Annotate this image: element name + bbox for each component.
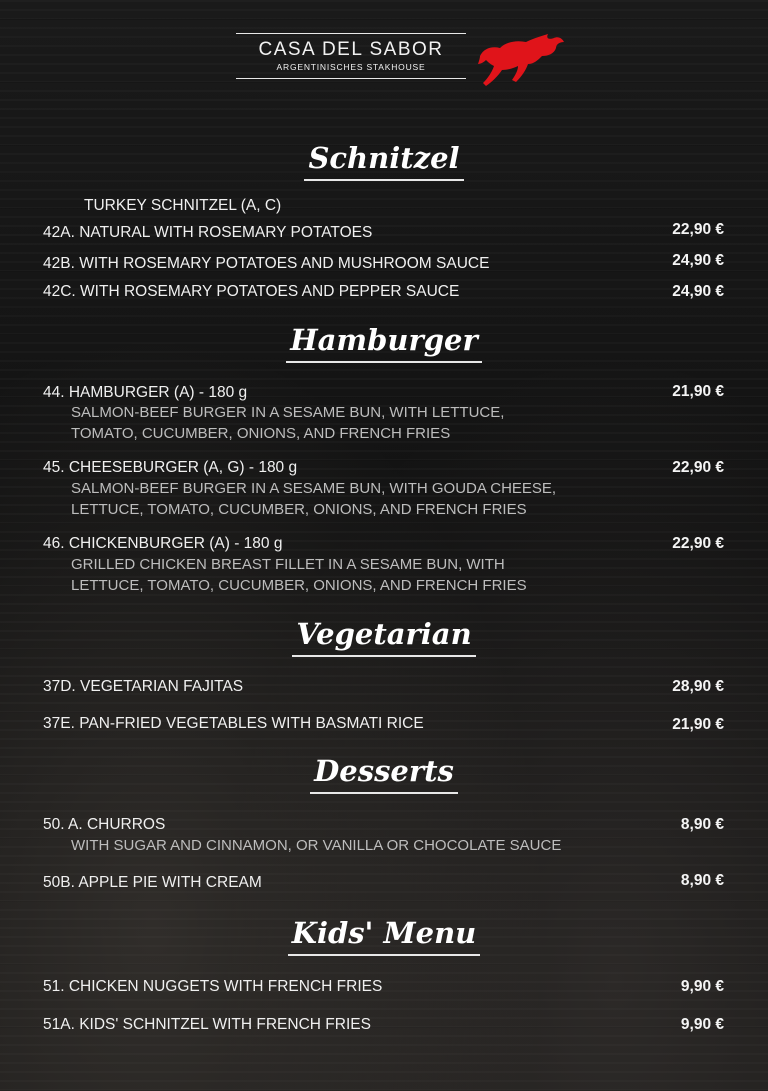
menu-item-name: 44. HAMBURGER (A) - 180 g: [43, 384, 248, 401]
menu-item-price: 21,90 €: [672, 716, 724, 733]
brand-tagline: ARGENTINISCHES STAKHOUSE: [276, 62, 426, 72]
brand-name: CASA DEL SABOR: [258, 39, 444, 60]
menu-item-name: 50. A. CHURROS: [43, 816, 166, 833]
section-title-hamburger-text: Hamburger: [286, 321, 482, 363]
menu-item-price: 8,90 €: [680, 816, 724, 833]
menu-item-price: 22,90 €: [672, 535, 724, 552]
menu-item-price: 28,90 €: [672, 678, 724, 695]
menu-item-description: SALMON-BEEF BURGER IN A SESAME BUN, WITH GOUDA CHEESE,: [71, 480, 557, 497]
menu-item-description: TOMATO, CUCUMBER, ONIONS, AND FRENCH FRIES: [71, 425, 451, 442]
menu-item-price: 9,90 €: [680, 978, 724, 995]
menu-item-name: 45. CHEESEBURGER (A, G) - 180 g: [43, 459, 298, 476]
menu-item-price: 24,90 €: [672, 252, 724, 269]
menu-item-description: SALMON-BEEF BURGER IN A SESAME BUN, WITH LETTUCE,: [71, 404, 505, 421]
menu-item-name: 51. CHICKEN NUGGETS WITH FRENCH FRIES: [43, 978, 383, 995]
menu-item-name: 51A. KIDS' SCHNITZEL WITH FRENCH FRIES: [43, 1016, 371, 1033]
section-title-kids-menu: [0, 914, 768, 956]
section-title-vegetarian-text: Vegetarian: [292, 615, 475, 657]
brand-logo: [236, 33, 466, 79]
schnitzel-subheading: TURKEY SCHNITZEL (A, C): [84, 197, 282, 214]
bull-icon: [476, 30, 566, 88]
menu-item-name: 42C. WITH ROSEMARY POTATOES AND PEPPER SAUCE: [43, 283, 460, 300]
menu-item-name: 46. CHICKENBURGER (A) - 180 g: [43, 535, 283, 552]
menu-item-price: 21,90 €: [672, 383, 724, 400]
menu-item-price: 8,90 €: [680, 872, 724, 889]
menu-item-name: 50B. APPLE PIE WITH CREAM: [43, 874, 262, 891]
menu-item-description: GRILLED CHICKEN BREAST FILLET IN A SESAME BUN, WITH: [71, 556, 505, 573]
menu-item-description: LETTUCE, TOMATO, CUCUMBER, ONIONS, AND FRENCH FRIES: [71, 501, 527, 518]
menu-item-price: 24,90 €: [672, 283, 724, 300]
menu-item-price: 22,90 €: [672, 221, 724, 238]
section-title-desserts-text: Desserts: [310, 752, 458, 794]
section-title-desserts: [0, 752, 768, 794]
menu-item-name: 37D. VEGETARIAN FAJITAS: [43, 678, 244, 695]
menu-item-name: 42B. WITH ROSEMARY POTATOES AND MUSHROOM SAUCE: [43, 255, 490, 272]
section-title-kids-menu-text: Kids' Menu: [288, 914, 481, 956]
section-title-schnitzel-text: Schnitzel: [304, 139, 463, 181]
menu-item-price: 22,90 €: [672, 459, 724, 476]
menu-item-name: 42A. NATURAL WITH ROSEMARY POTATOES: [43, 224, 373, 241]
menu-item-description: WITH SUGAR AND CINNAMON, OR VANILLA OR CHOCOLATE SAUCE: [71, 837, 562, 854]
menu-item-price: 9,90 €: [680, 1016, 724, 1033]
section-title-hamburger: [0, 321, 768, 363]
menu-item-description: LETTUCE, TOMATO, CUCUMBER, ONIONS, AND FRENCH FRIES: [71, 577, 527, 594]
menu-item-name: 37E. PAN-FRIED VEGETABLES WITH BASMATI RICE: [43, 715, 424, 732]
section-title-schnitzel: [0, 139, 768, 181]
section-title-vegetarian: [0, 615, 768, 657]
